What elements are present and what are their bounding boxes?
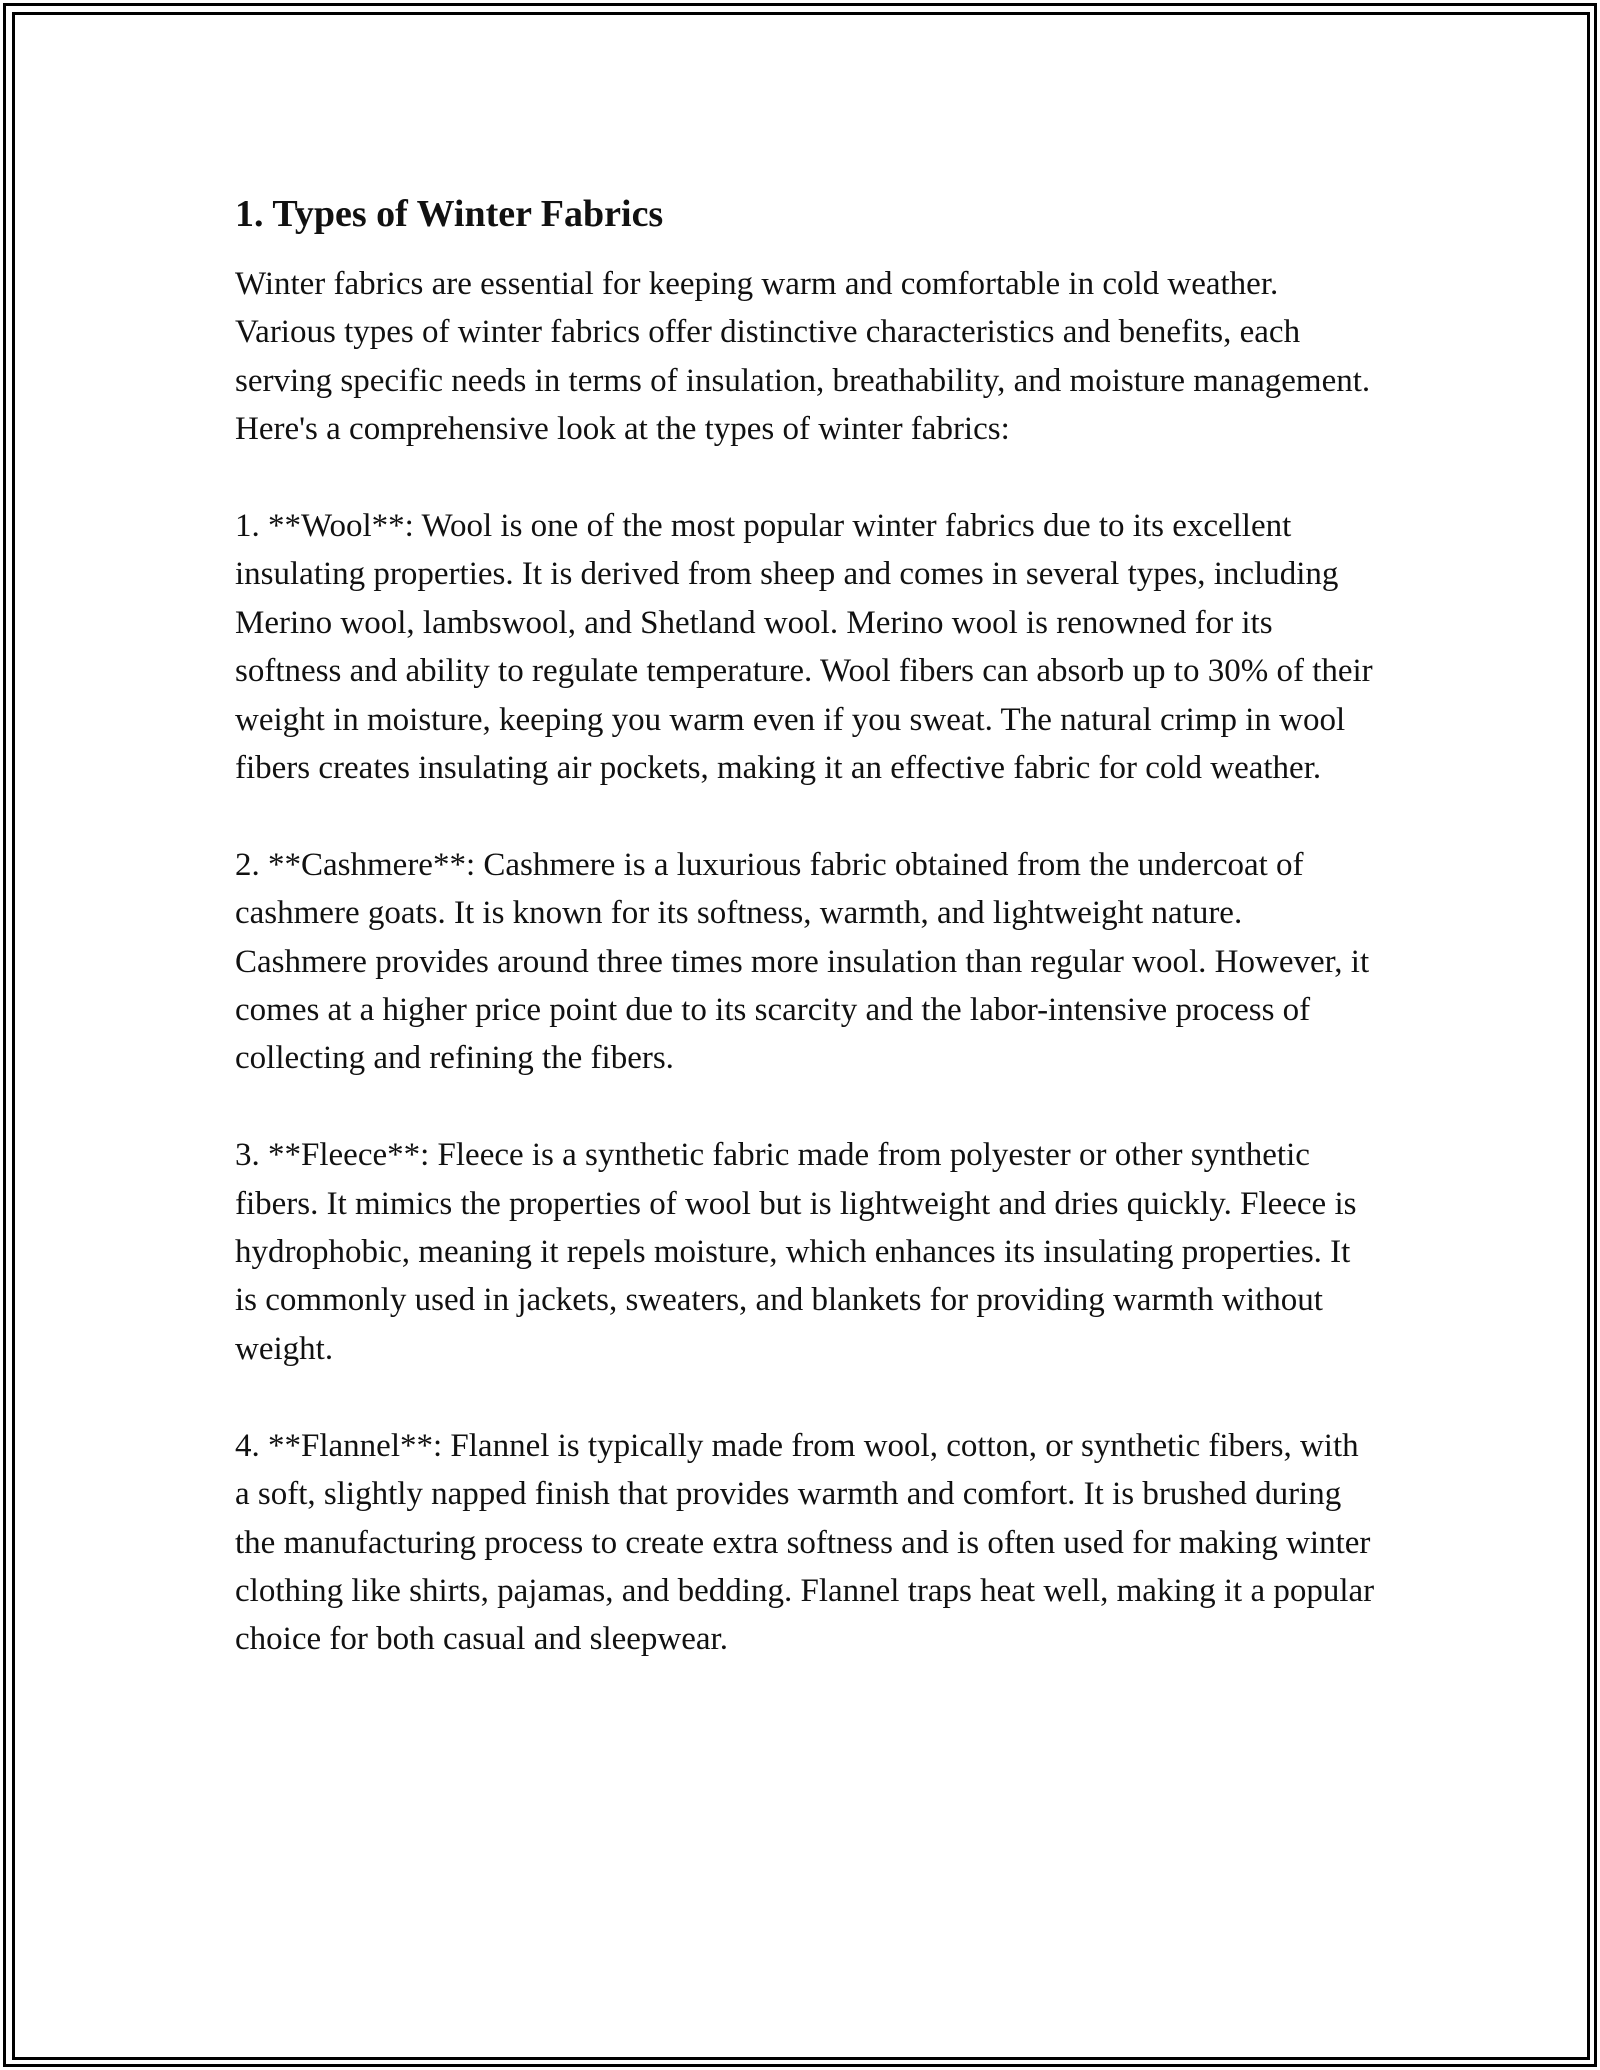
flannel-paragraph: 4. **Flannel**: Flannel is typically made from wool, cotton, or synthetic fibers, with a soft, slightly napped finish that provides warmth and comfort. It is brushed during the manufacturing process to create extra softness and is often used for making winter clothing like shirts, pajamas, and bedding. Flannel traps heat well, making it a popular choice for both casual and sleepwear. bbox=[235, 1427, 1375, 1658]
fleece-paragraph: 3. **Fleece**: Fleece is a synthetic fabric made from polyester or other synthetic fibers. It mimics the properties of wool but is lightweight and dries quickly. Fleece is hydrophobic, meaning it repels moisture, which enhances its insulating properties. It is commonly used in jackets, sweaters, and blankets for providing warmth without weight. bbox=[235, 1137, 1357, 1367]
cashmere-paragraph: 2. **Cashmere**: Cashmere is a luxurious fabric obtained from the undercoat of cashmere goats. It is known for its softness, warmth, and lightweight nature. Cashmere provides around three times more insulation than regular wool. However, it comes at a higher price point due to its scarcity and the labor-intensive process of collecting and refining the fibers. bbox=[235, 846, 1370, 1077]
document-body bbox=[235, 188, 1375, 1712]
intro-paragraph: Winter fabrics are essential for keeping warm and comfortable in cold weather. Various types of winter fabrics offer distinctive characteristics and benefits, each serving specific needs in terms of insulation, breathability, and moisture management. Here's a comprehensive look at the types of winter fabrics: bbox=[235, 266, 1371, 448]
wool-paragraph: 1. **Wool**: Wool is one of the most popular winter fabrics due to its excellent insulating properties. It is derived from sheep and comes in several types, including Merino wool, lambswool, and Shetland wool. Merino wool is renowned for its softness and ability to regulate temperature. Wool fibers can absorb up to 30% of their weight in moisture, keeping you warm even if you sweat. The natural crimp in wool fibers creates insulating air pockets, making it an effective fabric for cold weather. bbox=[235, 508, 1373, 787]
section-heading: 1. Types of Winter Fabrics bbox=[235, 193, 664, 235]
